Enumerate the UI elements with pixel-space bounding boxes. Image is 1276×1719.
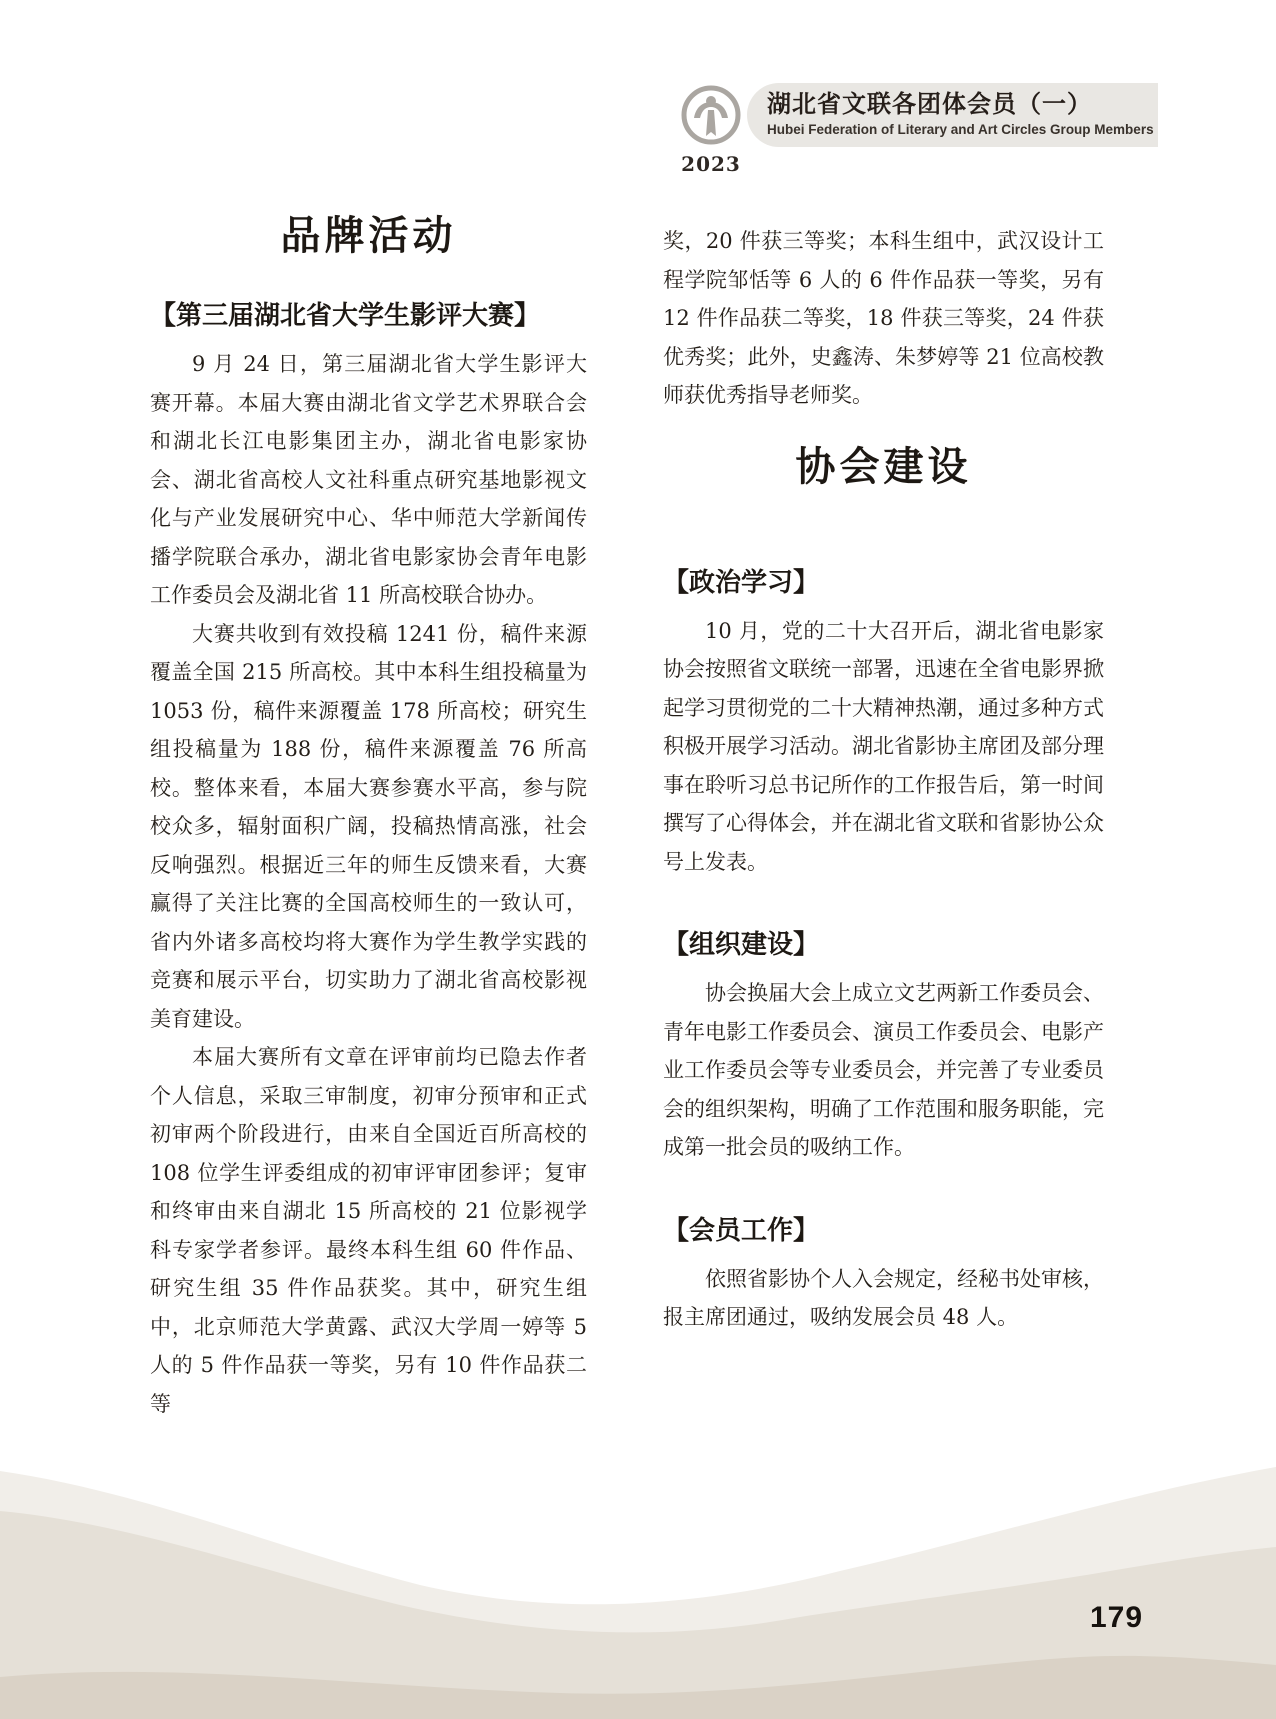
left-column xyxy=(150,212,587,1423)
banner-title: 湖北省文联各团体会员（一） xyxy=(767,91,1092,118)
right-column xyxy=(663,222,1104,1337)
mountain-watermark-decoration xyxy=(0,1399,1276,1719)
banner-subtitle: Hubei Federation of Literary and Art Circles Group Members xyxy=(767,122,1154,137)
paragraph: 依照省影协个人入会规定，经秘书处审核，报主席团通过，吸纳发展会员 48 人。 xyxy=(663,1266,1104,1329)
header-banner xyxy=(747,83,1158,147)
federation-logo-icon xyxy=(680,84,742,146)
article-heading-film-review-contest: 【第三届湖北省大学生影评大赛】 xyxy=(150,300,541,330)
paragraph: 大赛共收到有效投稿 1241 份，稿件来源覆盖全国 215 所高校。其中本科生组投稿量为 1053 份，稿件来源覆盖 178 所高校；研究生组投稿量为 188 份，稿件来源覆盖 76 所高校。整体来看，本届大赛参赛水平高，参与院校众多，辐射面积广阔，投稿热情高涨，社会反响强烈。根据近三年的师生反馈来看，大赛赢得了关注比赛的全国高校师生的一致认可，省内外诸多高校均将大赛作为学生教学实践的竞赛和展示平台，切实助力了湖北省高校影视美育建设。 xyxy=(150,621,587,1031)
article-heading-organization-building: 【组织建设】 xyxy=(663,929,820,959)
section-title-brand-activities: 品牌活动 xyxy=(280,214,457,258)
page-number: 179 xyxy=(1090,1601,1144,1634)
article-heading-political-study: 【政治学习】 xyxy=(663,566,820,597)
paragraph: 协会换届大会上成立文艺两新工作委员会、青年电影工作委员会、演员工作委员会、电影产业工作委员会等专业委员会，并完善了专业委员会的组织架构，明确了工作范围和服务职能，完成第一批会员的吸纳工作。 xyxy=(663,981,1104,1159)
continuation-paragraph: 奖，20 件获三等奖；本科生组中，武汉设计工程学院邹恬等 6 人的 6 件作品获一等奖，另有 12 件作品获二等奖，18 件获三等奖，24 件获优秀奖；此外，史鑫涛、朱梦婷等 21 位高校教师获优秀指导老师奖。 xyxy=(663,229,1104,407)
paragraph: 本届大赛所有文章在评审前均已隐去作者个人信息，采取三审制度，初审分预审和正式初审两个阶段进行，由来自全国近百所高校的 108 位学生评委组成的初审评审团参评；复审和终审由来自湖北 15 所高校的 21 位影视学科专家学者参评。最终本科生组 60 件作品、研究生组 35 件作品获奖。其中，研究生组中，北京师范大学黄露、武汉大学周一婷等 5 人的 5 件作品获一等奖，另有 10 件作品获二等 xyxy=(150,1045,587,1416)
logo-year-label: 2023 xyxy=(681,152,741,176)
paragraph: 9 月 24 日，第三届湖北省大学生影评大赛开幕。本届大赛由湖北省文学艺术界联合会和湖北长江电影集团主办，湖北省电影家协会、湖北省高校人文社科重点研究基地影视文化与产业发展研究中心、华中师范大学新闻传播学院联合承办，湖北省电影家协会青年电影工作委员会及湖北省 11 所高校联合协办。 xyxy=(150,352,587,607)
federation-logo xyxy=(676,84,746,176)
paragraph: 10 月，党的二十大召开后，湖北省电影家协会按照省文联统一部署，迅速在全省电影界掀起学习贯彻党的二十大精神热潮，通过多种方式积极开展学习活动。湖北省影协主席团及部分理事在聆听习总书记所作的工作报告后，第一时间撰写了心得体会，并在湖北省文联和省影协公众号上发表。 xyxy=(663,618,1104,874)
article-heading-membership-work: 【会员工作】 xyxy=(663,1214,820,1245)
section-title-association-building: 协会建设 xyxy=(795,444,972,489)
